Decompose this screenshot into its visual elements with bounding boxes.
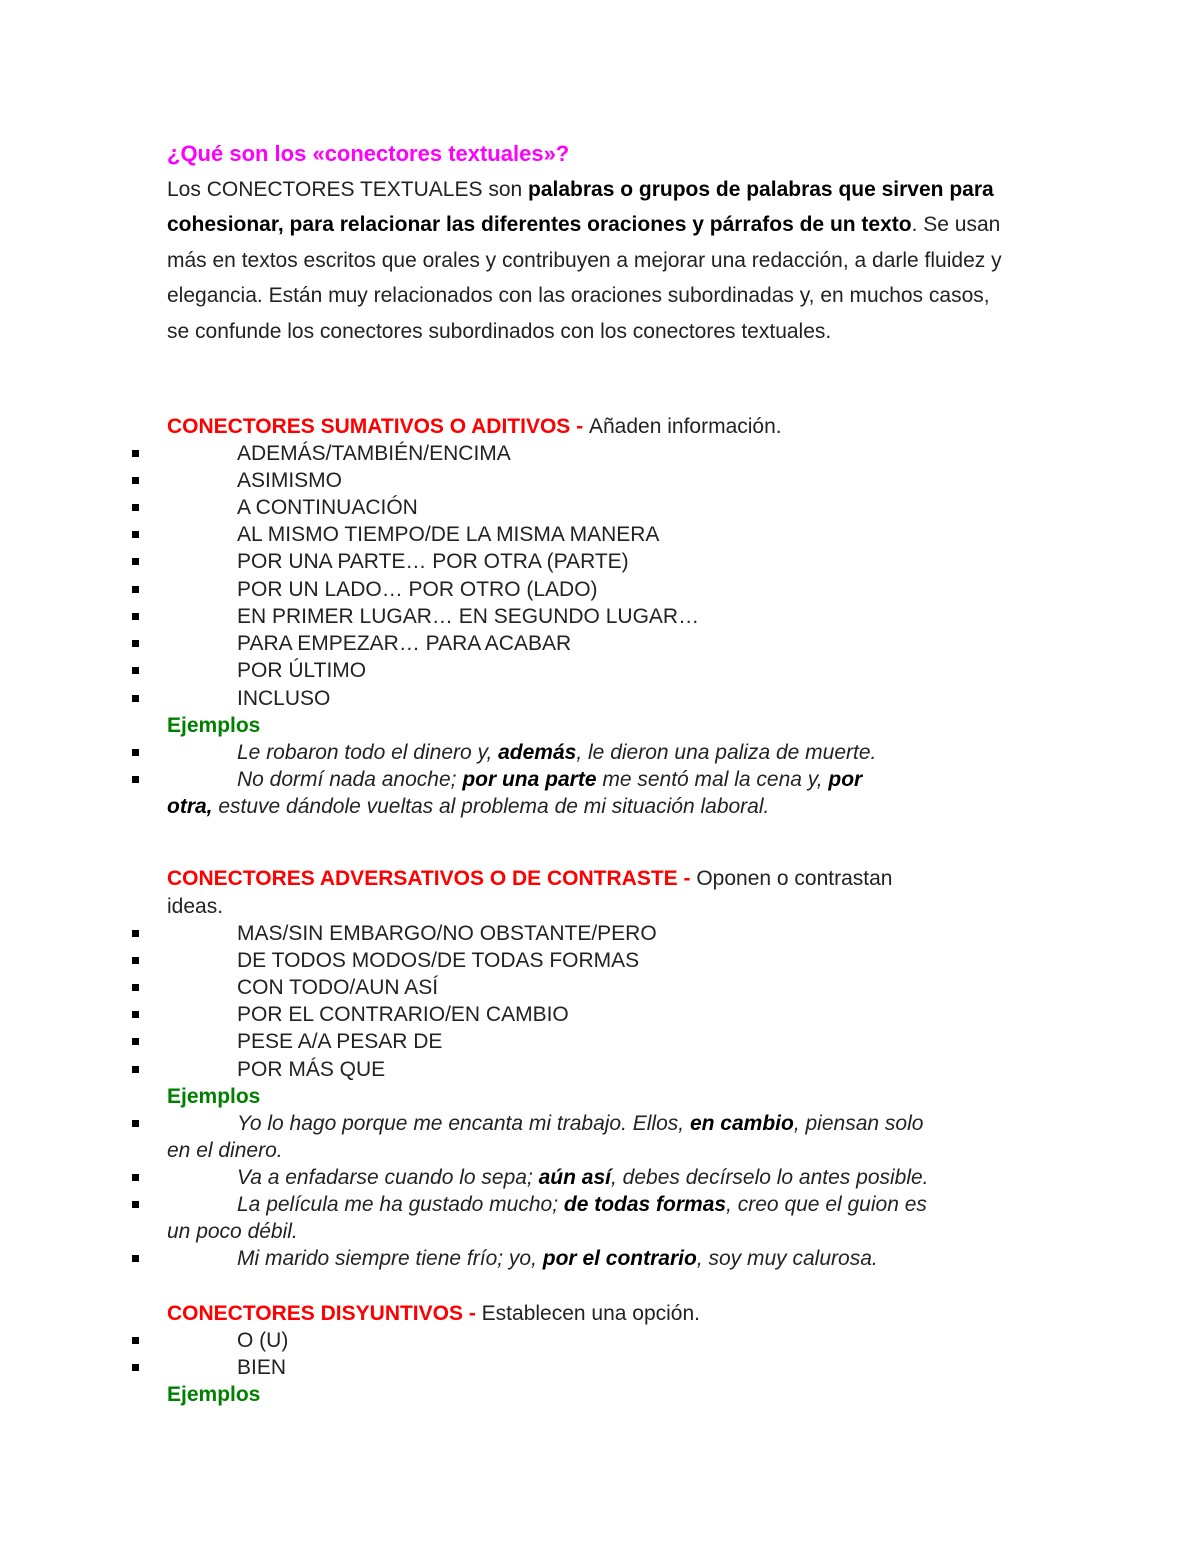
- list-item-text: POR UN LADO… POR OTRO (LADO): [237, 578, 598, 601]
- section-dash: -: [570, 415, 589, 438]
- example-text-continued: [167, 793, 769, 820]
- list-item: [0, 920, 1200, 947]
- example-connector: por el contrario: [542, 1247, 697, 1270]
- list-item-text: A CONTINUACIÓN: [237, 496, 418, 519]
- intro-paragraph: [167, 172, 1017, 349]
- list-item-text: INCLUSO: [237, 687, 331, 710]
- list-item: [0, 440, 1200, 467]
- list-item-text: POR EL CONTRARIO/EN CAMBIO: [237, 1003, 569, 1026]
- example-text-part: Le robaron todo el dinero y,: [237, 741, 499, 764]
- section-title: CONECTORES SUMATIVOS O ADITIVOS: [167, 415, 571, 438]
- list-item: [0, 548, 1200, 575]
- list-item: [0, 576, 1200, 603]
- section-heading-adversativos: [167, 865, 1017, 892]
- list-item-text: MAS/SIN EMBARGO/NO OBSTANTE/PERO: [237, 922, 657, 945]
- list-item-text: POR ÚLTIMO: [237, 659, 367, 682]
- intro-bold-text: palabras o grupos de palabras que sirven para cohesionar, para relacionar las diferentes oraciones y párrafos de un texto: [167, 178, 994, 237]
- list-item-text: DE TODOS MODOS/DE TODAS FORMAS: [237, 949, 640, 972]
- example-text: [237, 739, 876, 766]
- section-dash: -: [677, 867, 697, 890]
- example-text: [237, 1245, 878, 1272]
- list-item-text: PESE A/A PESAR DE: [237, 1030, 443, 1053]
- list-item: [0, 603, 1200, 630]
- example-text-part: , debes decírselo lo antes posible.: [610, 1166, 929, 1189]
- example-text-continued: en el dinero.: [167, 1139, 283, 1162]
- list-item: [0, 685, 1200, 712]
- example-connector: por una parte: [462, 768, 597, 791]
- list-item-text: EN PRIMER LUGAR… EN SEGUNDO LUGAR…: [237, 605, 700, 628]
- list-item: [0, 947, 1200, 974]
- list-item: [0, 494, 1200, 521]
- list-item-text: O (U): [237, 1329, 289, 1352]
- list-item-text: AL MISMO TIEMPO/DE LA MISMA MANERA: [237, 523, 660, 546]
- section-heading-disyuntivos: [167, 1300, 1017, 1327]
- list-item: [0, 1001, 1200, 1028]
- list-item-text: POR MÁS QUE: [237, 1058, 386, 1081]
- list-item: [0, 657, 1200, 684]
- page-title: ¿Qué son los «conectores textuales»?: [167, 141, 570, 166]
- section-heading-sumativos: [167, 413, 1017, 440]
- example-connector: de todas formas: [563, 1193, 727, 1216]
- list-item-text: ADEMÁS/TAMBIÉN/ENCIMA: [237, 442, 511, 465]
- list-item: [0, 1327, 1200, 1354]
- examples-heading: Ejemplos: [167, 714, 261, 737]
- list-item: [0, 467, 1200, 494]
- example-text-part: Mi marido siempre tiene frío; yo,: [237, 1247, 543, 1270]
- section-description: Oponen o contrastan: [696, 867, 893, 890]
- example-text-part: No dormí nada anoche;: [237, 768, 463, 791]
- section-description-line: ideas.: [167, 895, 224, 918]
- example-connector: por: [828, 768, 863, 791]
- list-item-text: ASIMISMO: [237, 469, 343, 492]
- list-item-text: BIEN: [237, 1356, 287, 1379]
- list-item-text: PARA EMPEZAR… PARA ACABAR: [237, 632, 572, 655]
- intro-text-continued: . Se usan más en textos escritos que orales y contribuyen a mejorar una redacción, a darle fluidez y elegancia. Están muy relacionados con las oraciones subordinadas y, en muchos casos, se confunde los conectores subordinados con los conectores textuales.: [167, 213, 1002, 343]
- example-text: [237, 1110, 923, 1137]
- example-text-part: , soy muy calurosa.: [696, 1247, 878, 1270]
- example-text-part: , piensan solo: [793, 1112, 924, 1135]
- section-title: CONECTORES ADVERSATIVOS O DE CONTRASTE: [167, 867, 678, 890]
- example-connector: en cambio: [689, 1112, 794, 1135]
- list-item: [0, 630, 1200, 657]
- intro-text: Los CONECTORES TEXTUALES son: [167, 178, 529, 201]
- examples-heading: Ejemplos: [167, 1085, 261, 1108]
- example-connector: otra,: [167, 795, 213, 818]
- list-item: [0, 1028, 1200, 1055]
- example-text: [237, 1191, 927, 1218]
- example-text-continued: un poco débil.: [167, 1220, 298, 1243]
- section-description-continued: [167, 893, 1017, 920]
- example-text: [237, 766, 862, 793]
- section-title: CONECTORES DISYUNTIVOS: [167, 1302, 463, 1325]
- list-item-text: CON TODO/AUN ASÍ: [237, 976, 439, 999]
- section-dash: -: [463, 1302, 482, 1325]
- example-text-part: me sentó mal la cena y,: [596, 768, 829, 791]
- example-text-part: , le dieron una paliza de muerte.: [576, 741, 877, 764]
- example-text-part: La película me ha gustado mucho;: [237, 1193, 564, 1216]
- list-item-text: POR UNA PARTE… POR OTRA (PARTE): [237, 550, 629, 573]
- section-description: Añaden información.: [589, 415, 782, 438]
- example-text-part: Va a enfadarse cuando lo sepa;: [237, 1166, 539, 1189]
- list-item: [0, 1354, 1200, 1381]
- example-text-part: estuve dándole vueltas al problema de mi situación laboral.: [212, 795, 770, 818]
- section-description: Establecen una opción.: [481, 1302, 700, 1325]
- list-item: [0, 974, 1200, 1001]
- list-item: [0, 1056, 1200, 1083]
- example-connector: aún así: [538, 1166, 611, 1189]
- example-text-part: Yo lo hago porque me encanta mi trabajo. Ellos,: [237, 1112, 690, 1135]
- example-text: [237, 1164, 929, 1191]
- list-item: [0, 521, 1200, 548]
- example-connector: además: [498, 741, 577, 764]
- example-text-part: , creo que el guion es: [726, 1193, 927, 1216]
- examples-heading: Ejemplos: [167, 1383, 261, 1406]
